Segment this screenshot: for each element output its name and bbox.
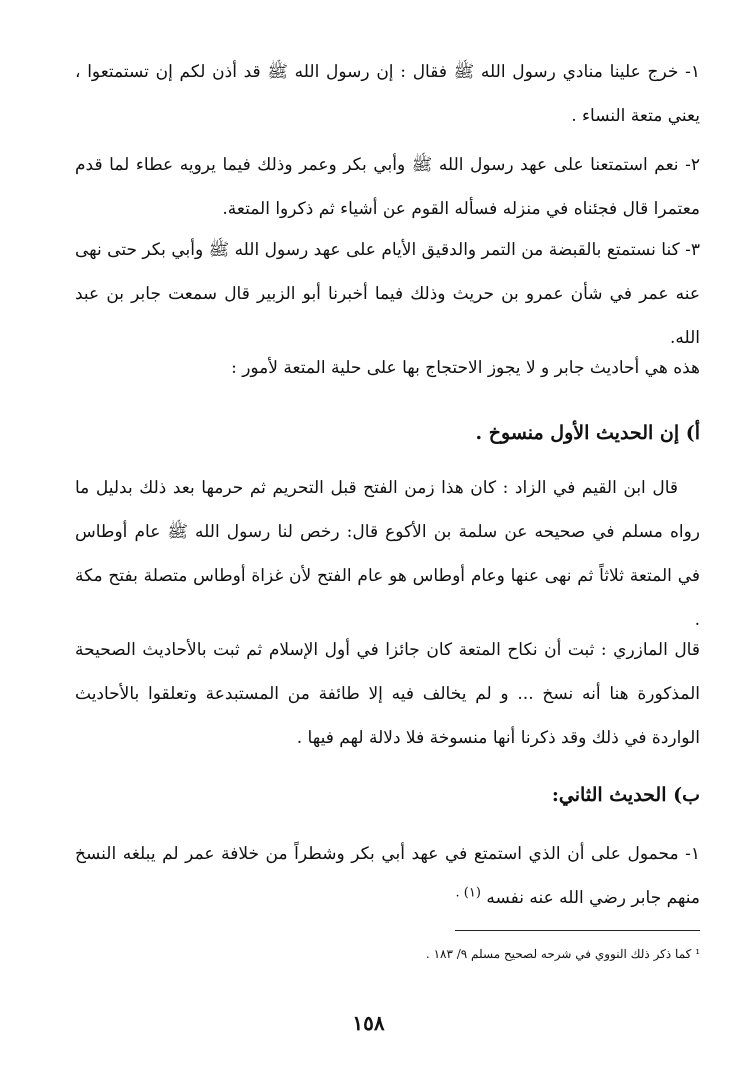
footnote: ¹ كما ذكر ذلك النووي في شرحه لصحيح مسلم ٩/ ١٨٣ . bbox=[425, 947, 700, 961]
paragraph-4: هذه هي أحاديث جابر و لا يجوز الاحتجاج بها على حلية المتعة لأمور : bbox=[231, 358, 700, 378]
page-number: ١٥٨ bbox=[352, 1011, 385, 1035]
section-a-paragraph-1: قال ابن القيم في الزاد : كان هذا زمن الفتح قبل التحريم ثم حرمها بعد ذلك بدليل ما رواه مسلم في صحيحه عن سلمة بن الأكوع قال: رخص لنا رسول الله ﷺ عام أوطاس في المتعة ثلاثاً ثم نهى عنها وعام أوطاس هو عام الفتح لأن غزاة أوطاس متصلة بفتح مكة . bbox=[75, 478, 700, 630]
section-heading-a: أ) إن الحديث الأول منسوخ . bbox=[475, 422, 700, 444]
section-b-paragraph bbox=[75, 832, 700, 920]
paragraph-1: ١- خرج علينا منادي رسول الله ﷺ فقال : إن رسول الله ﷺ قد أذن لكم إن تستمتعوا ، يعني متعة النساء . bbox=[75, 62, 700, 126]
footnote-divider bbox=[455, 930, 700, 931]
footnote-reference: (١) . bbox=[455, 885, 481, 901]
section-b-text: ١- محمول على أن الذي استمتع في عهد أبي بكر وشطراً من خلافة عمر لم يبلغه النسخ منهم جابر رضي الله عنه نفسه bbox=[75, 844, 700, 908]
paragraph-2: ٢- نعم استمتعنا على عهد رسول الله ﷺ وأبي بكر وعمر وذلك فيما يرويه عطاء لما قدم معتمرا قال فجئناه في منزله فسأله القوم عن أشياء ثم ذكروا المتعة. bbox=[75, 155, 700, 219]
paragraph-3: ٣- كنا نستمتع بالقبضة من التمر والدقيق الأيام على عهد رسول الله ﷺ وأبي بكر حتى نهى عنه عمر في شأن عمرو بن حريث وذلك فيما أخبرنا أبو الزبير قال سمعت جابر بن عبد الله. bbox=[75, 240, 700, 348]
section-heading-b: ب) الحديث الثاني: bbox=[551, 784, 700, 806]
section-a-paragraph-2: قال المازري : ثبت أن نكاح المتعة كان جائزا في أول الإسلام ثم ثبت بالأحاديث الصحيحة المذكورة هنا أنه نسخ ... و لم يخالف فيه إلا طائفة من المستبدعة وتعلقوا بالأحاديث الواردة في ذلك وقد ذكرنا أنها منسوخة فلا دلالة لهم فيها . bbox=[75, 640, 700, 748]
